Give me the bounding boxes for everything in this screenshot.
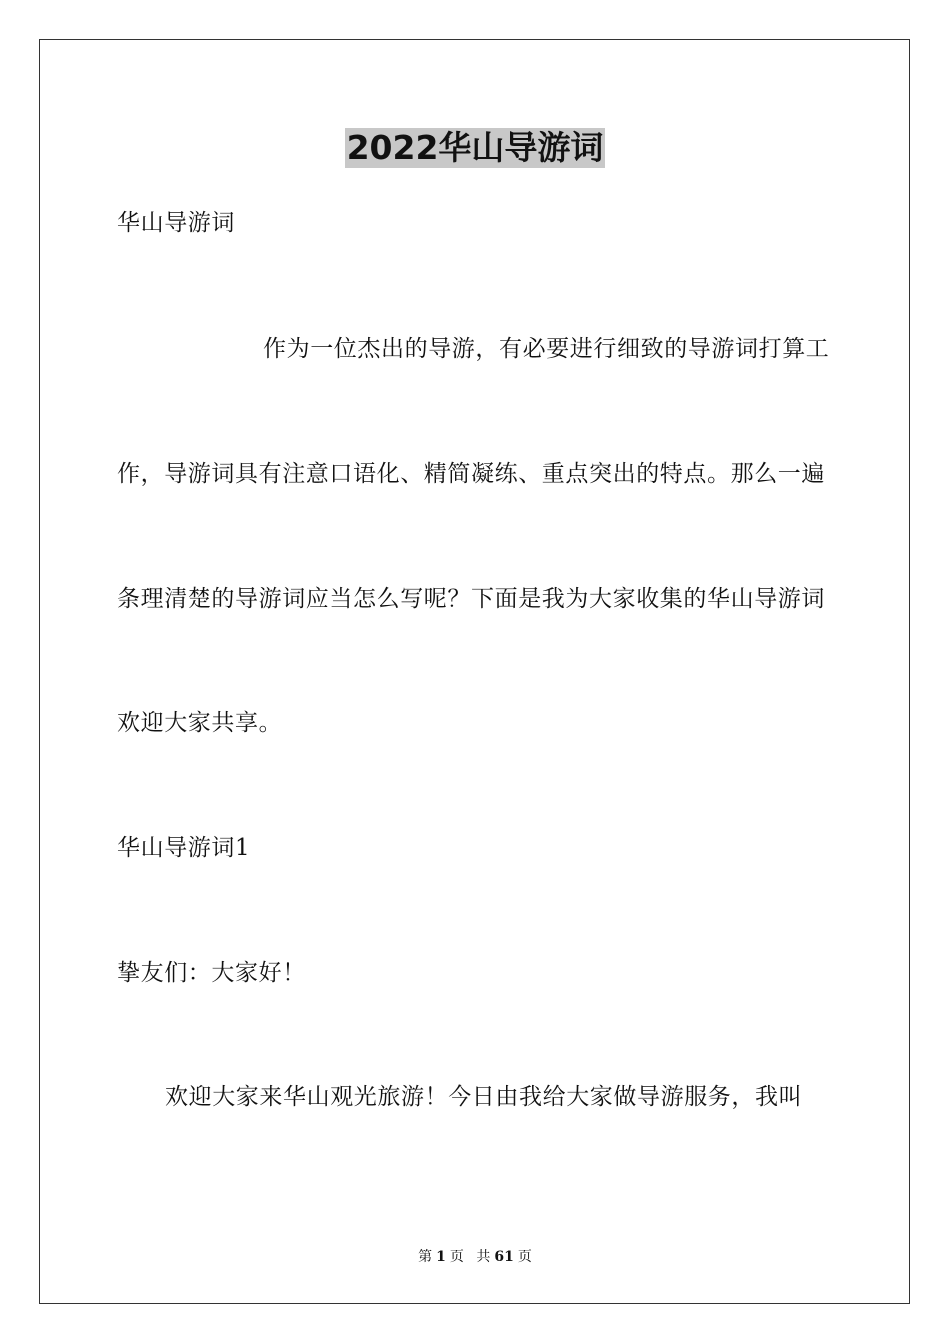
total-pages: 61	[494, 1249, 514, 1265]
paragraph-line: 欢迎大家来华山观光旅游！今日由我给大家做导游服务，我叫	[165, 1084, 803, 1110]
document-title: 2022华山导游词	[346, 128, 604, 167]
paragraph-line: 欢迎大家共享。	[117, 710, 283, 736]
page-number	[416, 1249, 466, 1265]
total-suffix: 页	[517, 1249, 532, 1265]
page-total	[474, 1249, 533, 1265]
greeting-line: 挚友们：大家好！	[117, 960, 306, 986]
section-heading: 华山导游词1	[117, 835, 251, 861]
paragraph-line: 作，导游词具有注意口语化、精简凝练、重点突出的特点。那么一遍	[117, 461, 825, 487]
current-page: 1	[436, 1249, 446, 1265]
paragraph-line: 条理清楚的导游词应当怎么写呢？下面是我为大家收集的华山导游词	[117, 586, 825, 612]
title-container	[0, 128, 950, 168]
total-prefix: 共	[476, 1249, 491, 1265]
paragraph-line: 作为一位杰出的导游，有必要进行细致的导游词打算工	[263, 336, 830, 362]
page-suffix: 页	[449, 1249, 464, 1265]
page-prefix: 第	[418, 1249, 433, 1265]
page-footer	[0, 1248, 950, 1266]
paragraph-subtitle: 华山导游词	[117, 210, 235, 236]
